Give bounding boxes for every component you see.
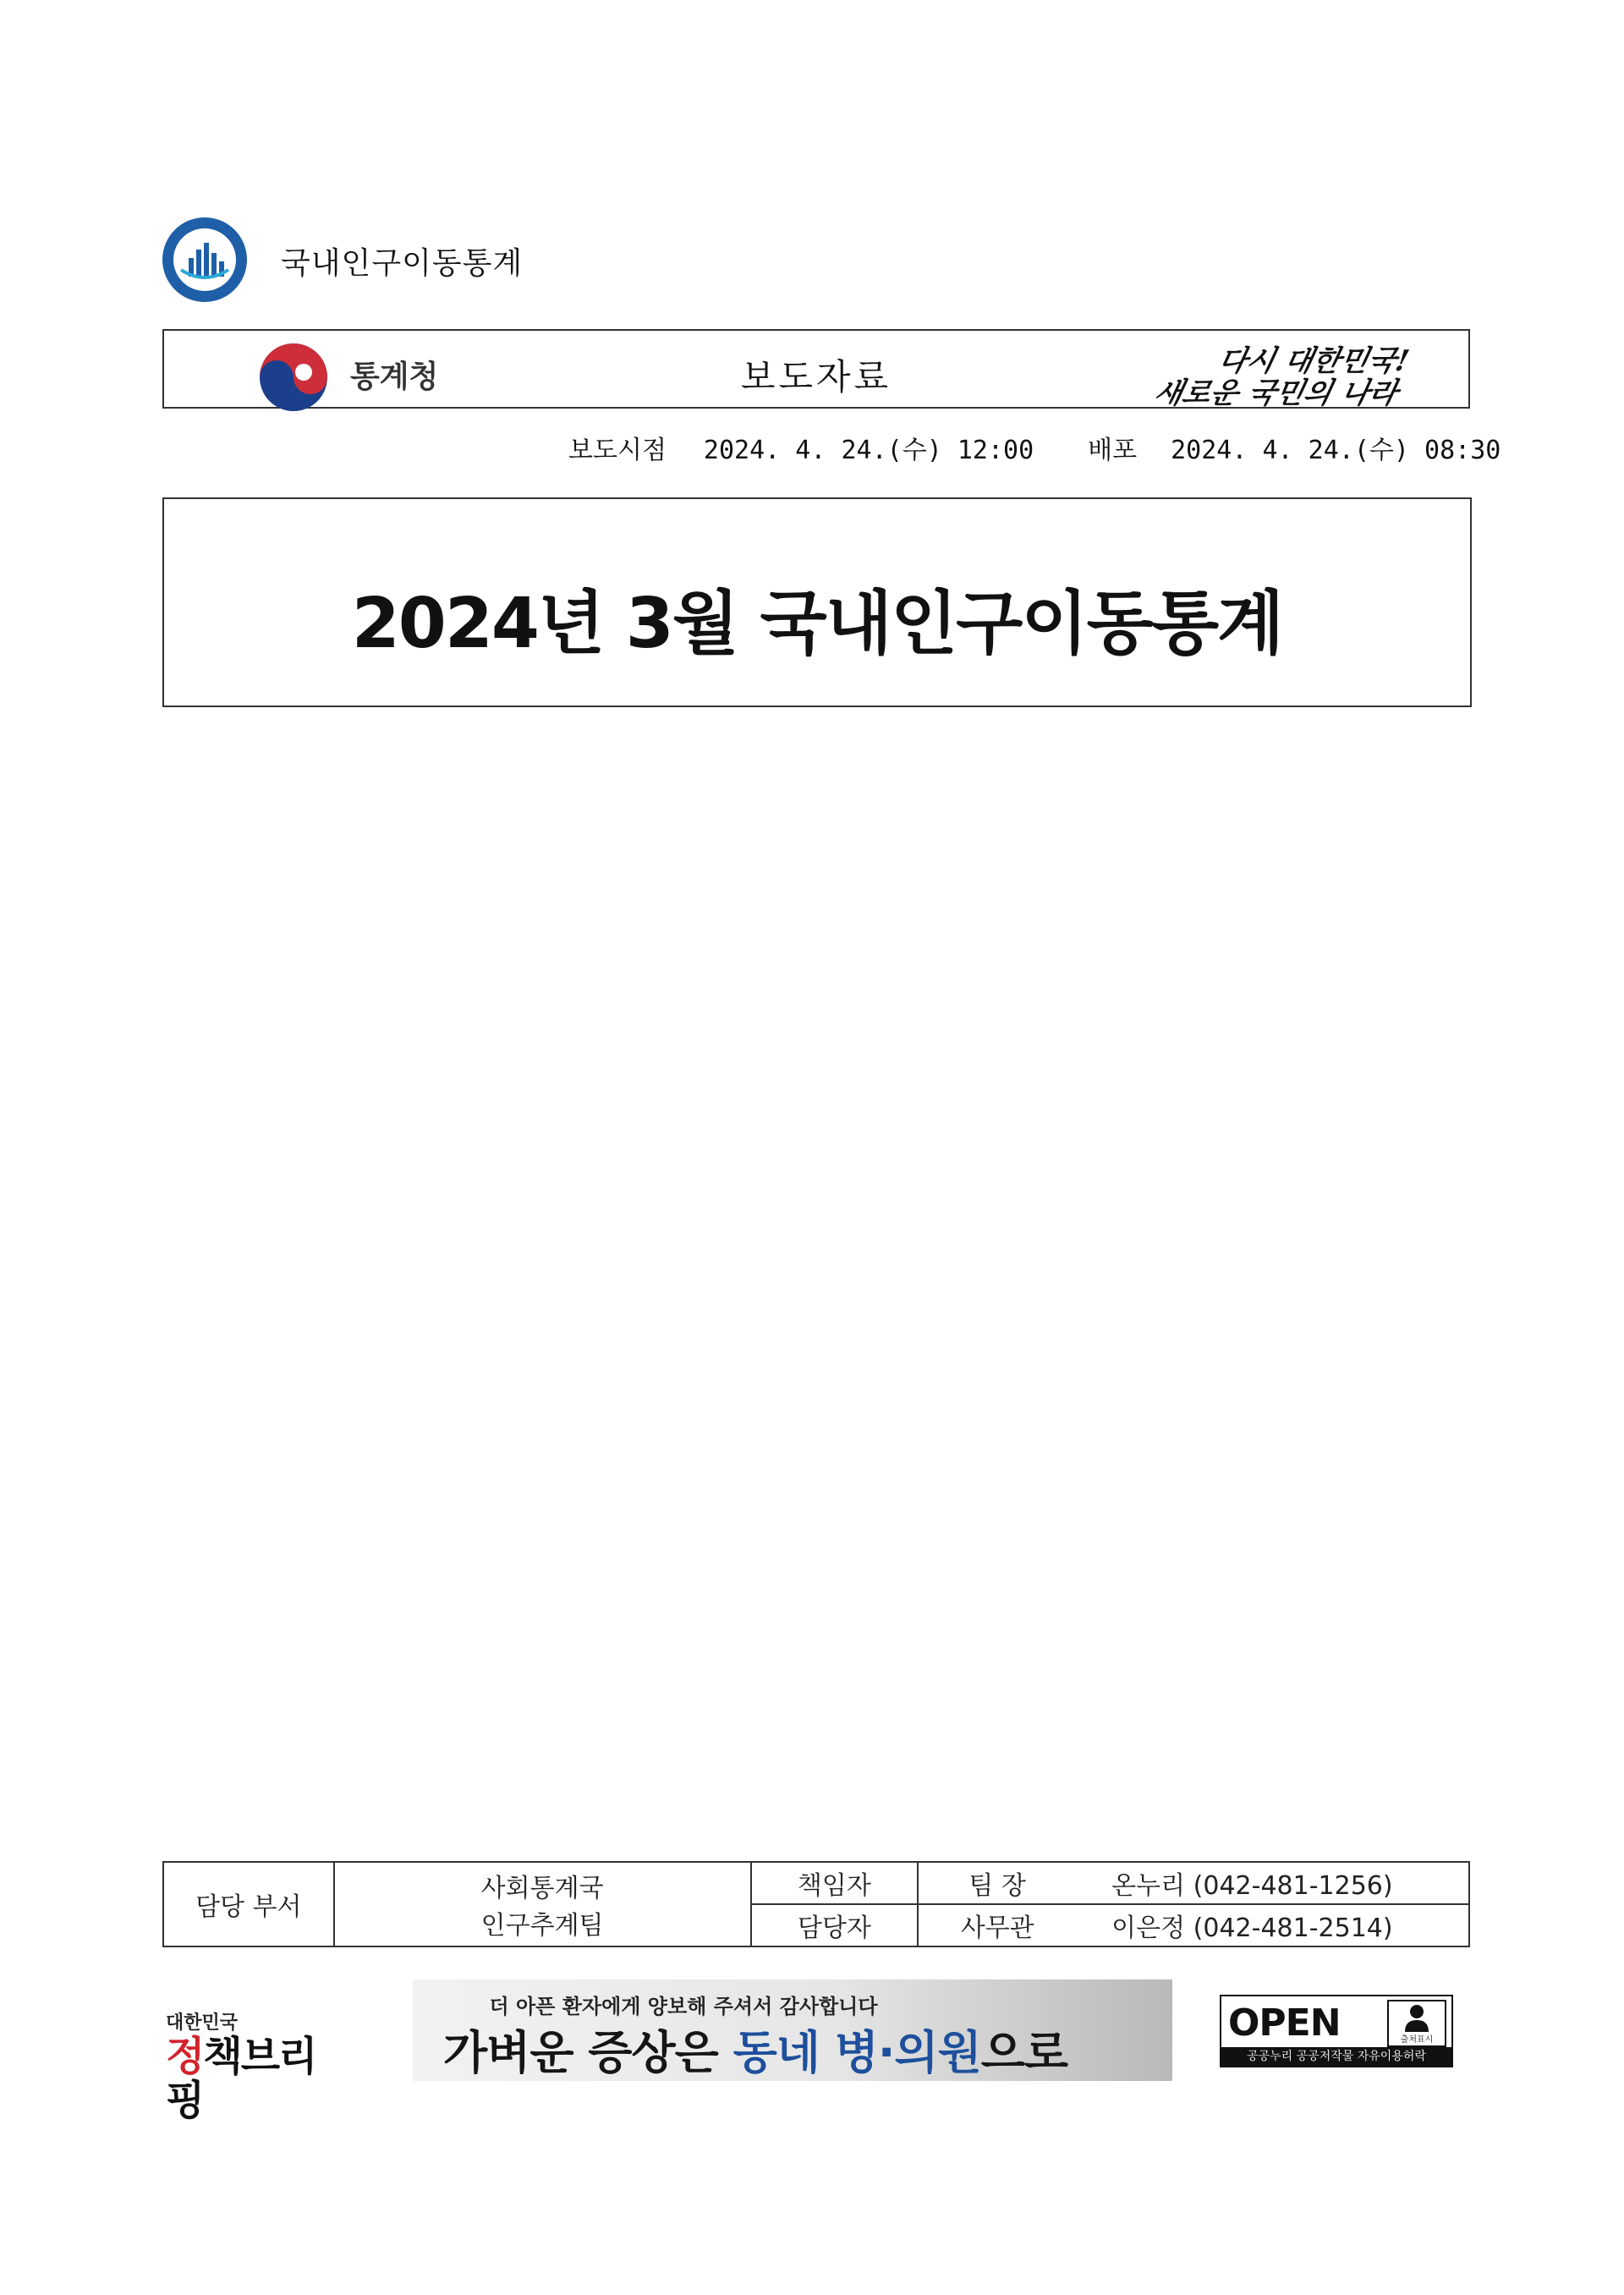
- distribution-value: 2024. 4. 24.(수) 08:30: [1171, 436, 1501, 465]
- campaign-banner[interactable]: [413, 1979, 1172, 2081]
- banner-headline-b: 동네 병·의원: [732, 2026, 981, 2079]
- policy-briefing-logo[interactable]: [166, 2008, 352, 2124]
- slogan-line-1: 다시 대한민국!: [1215, 344, 1413, 378]
- attribution-icon: [1387, 2000, 1446, 2047]
- press-release-label: 보도자료: [740, 356, 892, 398]
- release-schedule: [568, 429, 1501, 466]
- open-wordmark: OPEN: [1228, 2001, 1341, 2045]
- page-title: 2024년 3월 국내인구이동통계: [351, 584, 1283, 664]
- distribution-label: 배포: [1088, 436, 1138, 465]
- slogan-line-2: 새로운 국민의 나라: [1150, 376, 1401, 410]
- attribution-label: 출처표시: [1400, 2035, 1434, 2045]
- agency-name: 통계청: [350, 360, 439, 394]
- banner-subtitle: 더 아픈 환자에게 양보해 주셔서 감사합니다: [489, 1995, 878, 2018]
- release-time-label: 보도시점: [568, 436, 667, 465]
- contact-name-phone: 이은정 (042-481-2514): [1111, 1913, 1393, 1943]
- contact-title: 사무관: [960, 1913, 1034, 1943]
- contact-role-label: 책임자: [751, 1862, 919, 1904]
- dept-line-2: 인구추계팀: [480, 1911, 604, 1941]
- title-box: [162, 497, 1472, 707]
- license-caption: 공공누리 공공저작물 자유이용허락: [1221, 2047, 1451, 2066]
- contact-title: 팀 장: [968, 1871, 1026, 1901]
- government-slogan: [1122, 338, 1413, 410]
- banner-headline-a: 가벼운 증상은: [443, 2026, 733, 2079]
- contact-person: [918, 1904, 1469, 1946]
- national-statistics-seal: [161, 216, 249, 304]
- policy-logo-accent: 정: [166, 2033, 204, 2080]
- contact-person: [918, 1862, 1469, 1904]
- contact-table: [162, 1861, 1470, 1947]
- dept-line-1: 사회통계국: [480, 1874, 604, 1903]
- release-time-value: 2024. 4. 24.(수) 12:00: [703, 436, 1034, 465]
- contact-name-phone: 온누리 (042-481-1256): [1111, 1871, 1393, 1901]
- series-title: 국내인구이동통계: [281, 246, 524, 281]
- banner-headline: [443, 2017, 1067, 2081]
- banner-headline-c: 으로: [980, 2026, 1068, 2079]
- dept-label: 담당 부서: [163, 1862, 334, 1946]
- table-row: [163, 1862, 1469, 1904]
- press-release-header: [162, 329, 1470, 409]
- policy-logo-main: [166, 2034, 352, 2122]
- policy-logo-rest: 책브리핑: [166, 2033, 316, 2124]
- kogl-open-license-badge[interactable]: [1220, 1995, 1453, 2067]
- policy-logo-top: 대한민국: [166, 2012, 239, 2034]
- person-icon: [1389, 2001, 1445, 2035]
- contact-role-label: 담당자: [751, 1904, 919, 1946]
- dept-name: [334, 1862, 751, 1946]
